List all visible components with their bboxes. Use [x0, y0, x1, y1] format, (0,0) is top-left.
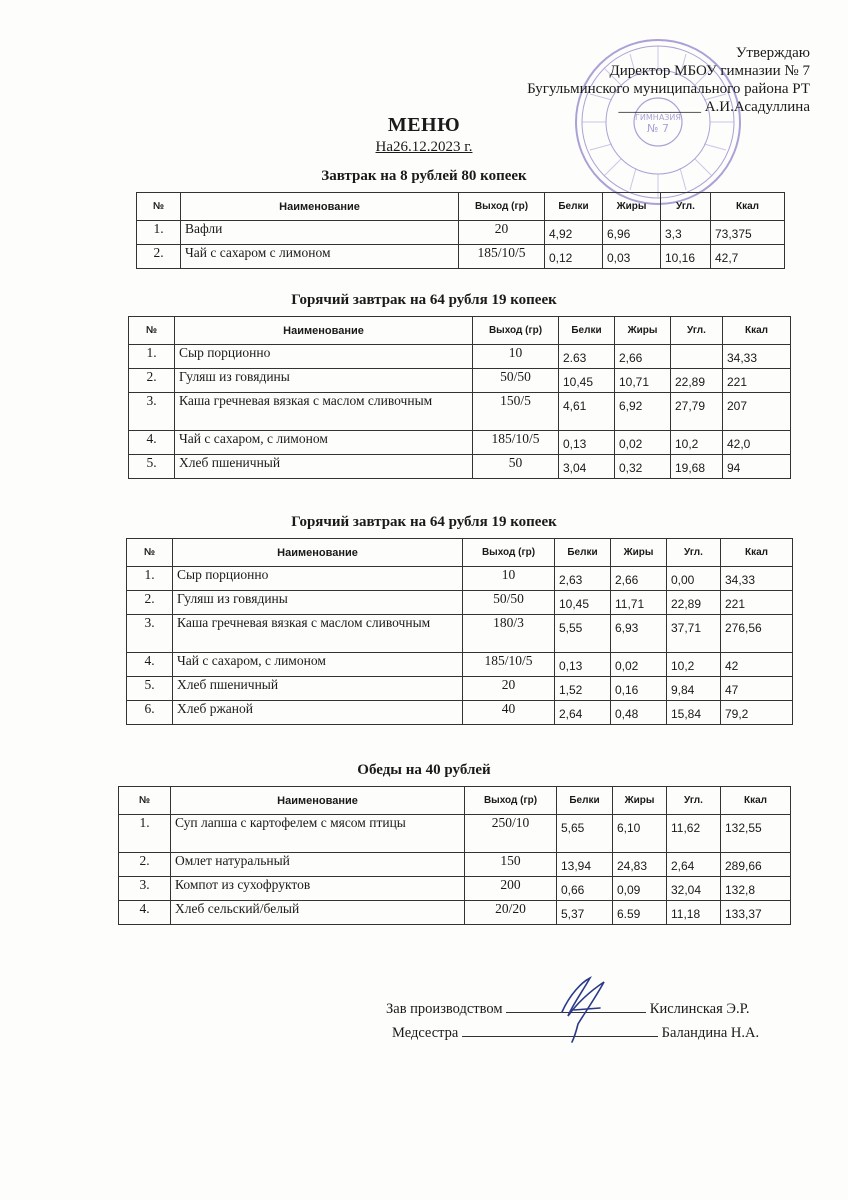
row-number: 1. — [129, 345, 175, 369]
protein-value: 1,52 — [555, 677, 611, 701]
menu-title: МЕНЮ — [387, 114, 461, 136]
dish-name: Сыр порционно — [175, 345, 473, 369]
table-row — [119, 853, 791, 877]
fat-value: 11,71 — [611, 591, 667, 615]
row-number: 1. — [127, 567, 173, 591]
carbs-value: 2,64 — [667, 853, 721, 877]
column-header-kcal: Ккал — [711, 193, 785, 221]
dish-name: Гуляш из говядины — [173, 591, 463, 615]
output-value: 50/50 — [473, 369, 559, 393]
row-number: 3. — [119, 877, 171, 901]
production-label: Зав производством — [386, 1001, 503, 1017]
protein-value: 3,04 — [559, 455, 615, 479]
column-header-name: Наименование — [171, 787, 465, 815]
output-value: 10 — [463, 567, 555, 591]
table-row — [129, 393, 791, 431]
table-header-row — [129, 317, 791, 345]
dish-name: Суп лапша с картофелем с мясом птицы — [171, 815, 465, 853]
svg-text:№ 7: № 7 — [647, 122, 669, 135]
carbs-value: 22,89 — [667, 591, 721, 615]
protein-value: 2,63 — [555, 567, 611, 591]
dish-name: Каша гречневая вязкая с маслом сливочным — [175, 393, 473, 431]
output-value: 185/10/5 — [463, 653, 555, 677]
nurse-name: Баландина Н.А. — [661, 1025, 760, 1041]
approval-block — [527, 44, 810, 116]
row-number: 2. — [137, 245, 181, 269]
dish-name: Гуляш из говядины — [175, 369, 473, 393]
table-row — [119, 901, 791, 925]
section-title: Горячий завтрак на 64 рубля 19 копеек — [291, 292, 557, 308]
row-number: 1. — [119, 815, 171, 853]
carbs-value: 10,16 — [661, 245, 711, 269]
menu-date: На26.12.2023 г. — [375, 139, 473, 155]
approval-line: Утверждаю — [735, 45, 810, 61]
table-row — [127, 701, 793, 725]
table-row — [129, 369, 791, 393]
table-header-row — [127, 539, 793, 567]
fat-value: 24,83 — [613, 853, 667, 877]
carbs-value: 10,2 — [667, 653, 721, 677]
column-header-fat: Жиры — [615, 317, 671, 345]
column-header-output: Выход (гр) — [473, 317, 559, 345]
dish-name: Хлеб сельский/белый — [171, 901, 465, 925]
output-value: 150/5 — [473, 393, 559, 431]
protein-value: 0,13 — [555, 653, 611, 677]
kcal-value: 207 — [723, 393, 791, 431]
column-header-protein: Белки — [557, 787, 613, 815]
output-value: 20 — [459, 221, 545, 245]
fat-value: 10,71 — [615, 369, 671, 393]
protein-value: 10,45 — [555, 591, 611, 615]
output-value: 200 — [465, 877, 557, 901]
column-header-output: Выход (гр) — [459, 193, 545, 221]
output-value: 150 — [465, 853, 557, 877]
protein-value: 0,13 — [559, 431, 615, 455]
column-header-num: № — [129, 317, 175, 345]
kcal-value: 34,33 — [723, 345, 791, 369]
table-row — [119, 815, 791, 853]
carbs-value: 3,3 — [661, 221, 711, 245]
carbs-value: 22,89 — [671, 369, 723, 393]
production-name: Кислинская Э.Р. — [649, 1001, 750, 1017]
column-header-num: № — [119, 787, 171, 815]
kcal-value: 42,7 — [711, 245, 785, 269]
column-header-fat: Жиры — [613, 787, 667, 815]
output-value: 250/10 — [465, 815, 557, 853]
carbs-value: 10,2 — [671, 431, 723, 455]
carbs-value: 19,68 — [671, 455, 723, 479]
fat-value: 0,16 — [611, 677, 667, 701]
column-header-num: № — [137, 193, 181, 221]
row-number: 6. — [127, 701, 173, 725]
column-header-carbs: Угл. — [661, 193, 711, 221]
carbs-value: 27,79 — [671, 393, 723, 431]
fat-value: 6,96 — [603, 221, 661, 245]
column-header-protein: Белки — [559, 317, 615, 345]
table-row — [119, 877, 791, 901]
carbs-value — [671, 345, 723, 369]
output-value: 180/3 — [463, 615, 555, 653]
column-header-fat: Жиры — [603, 193, 661, 221]
row-number: 5. — [127, 677, 173, 701]
kcal-value: 221 — [723, 369, 791, 393]
output-value: 40 — [463, 701, 555, 725]
dish-name: Чай с сахаром с лимоном — [181, 245, 459, 269]
column-header-name: Наименование — [181, 193, 459, 221]
row-number: 4. — [119, 901, 171, 925]
carbs-value: 15,84 — [667, 701, 721, 725]
output-value: 50 — [473, 455, 559, 479]
column-header-kcal: Ккал — [721, 787, 791, 815]
dish-name: Каша гречневая вязкая с маслом сливочным — [173, 615, 463, 653]
column-header-kcal: Ккал — [723, 317, 791, 345]
dish-name: Сыр порционно — [173, 567, 463, 591]
kcal-value: 132,8 — [721, 877, 791, 901]
section-title: Завтрак на 8 рублей 80 копеек — [321, 168, 527, 184]
protein-value: 0,66 — [557, 877, 613, 901]
table-row — [127, 615, 793, 653]
protein-value: 4,92 — [545, 221, 603, 245]
protein-value: 5,55 — [555, 615, 611, 653]
column-header-fat: Жиры — [611, 539, 667, 567]
carbs-value: 32,04 — [667, 877, 721, 901]
menu-table — [128, 316, 791, 479]
dish-name: Омлет натуральный — [171, 853, 465, 877]
fat-value: 0,02 — [611, 653, 667, 677]
row-number: 1. — [137, 221, 181, 245]
dish-name: Чай с сахаром, с лимоном — [175, 431, 473, 455]
protein-value: 2,64 — [555, 701, 611, 725]
output-value: 20/20 — [465, 901, 557, 925]
dish-name: Хлеб пшеничный — [173, 677, 463, 701]
column-header-num: № — [127, 539, 173, 567]
carbs-value: 11,18 — [667, 901, 721, 925]
kcal-value: 132,55 — [721, 815, 791, 853]
column-header-output: Выход (гр) — [465, 787, 557, 815]
table-header-row — [119, 787, 791, 815]
kcal-value: 94 — [723, 455, 791, 479]
row-number: 3. — [129, 393, 175, 431]
table-row — [137, 221, 785, 245]
dish-name: Чай с сахаром, с лимоном — [173, 653, 463, 677]
dish-name: Вафли — [181, 221, 459, 245]
fat-value: 6,93 — [611, 615, 667, 653]
kcal-value: 34,33 — [721, 567, 793, 591]
kcal-value: 133,37 — [721, 901, 791, 925]
carbs-value: 9,84 — [667, 677, 721, 701]
row-number: 4. — [127, 653, 173, 677]
fat-value: 0,03 — [603, 245, 661, 269]
output-value: 20 — [463, 677, 555, 701]
svg-text:ГИМНАЗИЯ: ГИМНАЗИЯ — [635, 113, 681, 122]
row-number: 2. — [129, 369, 175, 393]
fat-value: 6.59 — [613, 901, 667, 925]
protein-value: 10,45 — [559, 369, 615, 393]
row-number: 5. — [129, 455, 175, 479]
carbs-value: 0,00 — [667, 567, 721, 591]
kcal-value: 79,2 — [721, 701, 793, 725]
column-header-output: Выход (гр) — [463, 539, 555, 567]
menu-table — [118, 786, 791, 925]
column-header-carbs: Угл. — [667, 539, 721, 567]
fat-value: 0,48 — [611, 701, 667, 725]
fat-value: 6,10 — [613, 815, 667, 853]
table-row — [129, 345, 791, 369]
protein-value: 13,94 — [557, 853, 613, 877]
table-row — [137, 245, 785, 269]
column-header-carbs: Угл. — [667, 787, 721, 815]
menu-table — [136, 192, 785, 269]
table-row — [127, 653, 793, 677]
carbs-value: 11,62 — [667, 815, 721, 853]
protein-value: 5,37 — [557, 901, 613, 925]
carbs-value: 37,71 — [667, 615, 721, 653]
output-value: 10 — [473, 345, 559, 369]
approval-line: Директор МБОУ гимназии № 7 — [609, 63, 810, 79]
row-number: 2. — [127, 591, 173, 615]
output-value: 185/10/5 — [459, 245, 545, 269]
table-row — [127, 567, 793, 591]
fat-value: 0,09 — [613, 877, 667, 901]
fat-value: 2,66 — [611, 567, 667, 591]
dish-name: Компот из сухофруктов — [171, 877, 465, 901]
table-row — [127, 677, 793, 701]
kcal-value: 289,66 — [721, 853, 791, 877]
section-title: Горячий завтрак на 64 рубля 19 копеек — [291, 514, 557, 530]
row-number: 4. — [129, 431, 175, 455]
column-header-name: Наименование — [173, 539, 463, 567]
kcal-value: 221 — [721, 591, 793, 615]
approval-line: Бугульминского муниципального района РТ — [527, 81, 810, 97]
column-header-protein: Белки — [545, 193, 603, 221]
row-number: 3. — [127, 615, 173, 653]
kcal-value: 42,0 — [723, 431, 791, 455]
handwritten-signature — [548, 972, 618, 1044]
menu-table — [126, 538, 793, 725]
kcal-value: 73,375 — [711, 221, 785, 245]
dish-name: Хлеб пшеничный — [175, 455, 473, 479]
column-header-name: Наименование — [175, 317, 473, 345]
kcal-value: 47 — [721, 677, 793, 701]
table-row — [129, 431, 791, 455]
table-row — [129, 455, 791, 479]
fat-value: 2,66 — [615, 345, 671, 369]
kcal-value: 42 — [721, 653, 793, 677]
output-value: 50/50 — [463, 591, 555, 615]
table-row — [127, 591, 793, 615]
section-title: Обеды на 40 рублей — [357, 762, 491, 778]
column-header-protein: Белки — [555, 539, 611, 567]
fat-value: 6,92 — [615, 393, 671, 431]
output-value: 185/10/5 — [473, 431, 559, 455]
column-header-kcal: Ккал — [721, 539, 793, 567]
protein-value: 2.63 — [559, 345, 615, 369]
protein-value: 5,65 — [557, 815, 613, 853]
approval-line: ___________ А.И.Асадуллина — [618, 99, 810, 115]
fat-value: 0,32 — [615, 455, 671, 479]
dish-name: Хлеб ржаной — [173, 701, 463, 725]
row-number: 2. — [119, 853, 171, 877]
column-header-carbs: Угл. — [671, 317, 723, 345]
kcal-value: 276,56 — [721, 615, 793, 653]
protein-value: 4,61 — [559, 393, 615, 431]
nurse-label: Медсестра — [392, 1025, 459, 1041]
protein-value: 0,12 — [545, 245, 603, 269]
table-header-row — [137, 193, 785, 221]
fat-value: 0,02 — [615, 431, 671, 455]
